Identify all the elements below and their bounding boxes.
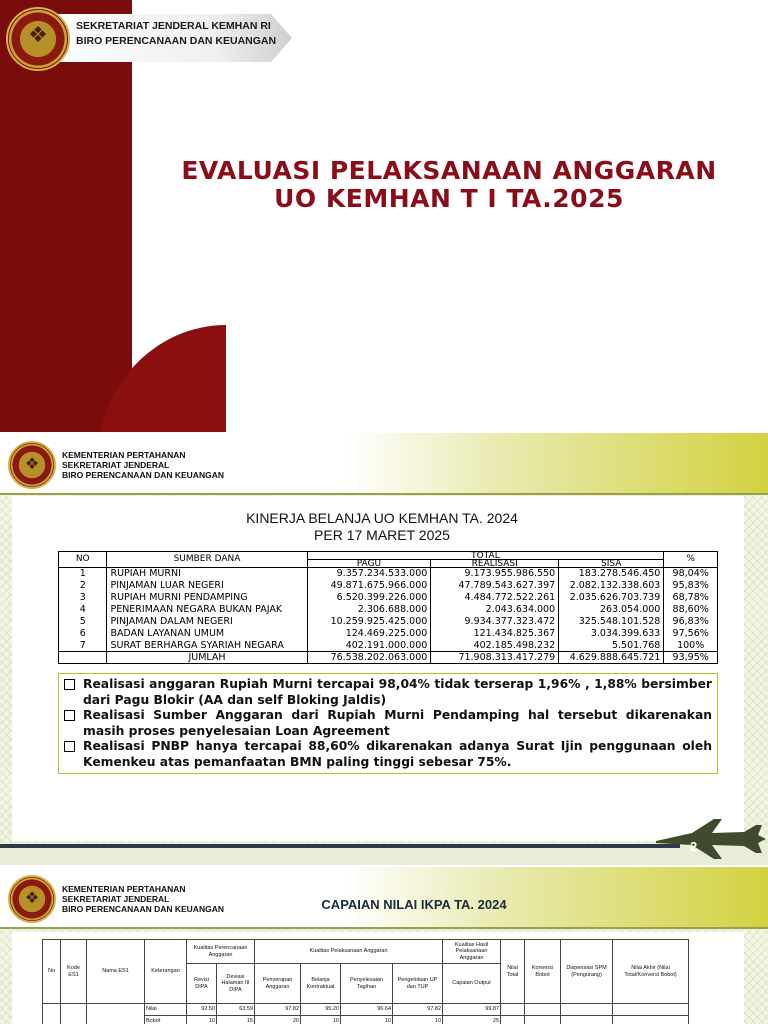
row-sisa: 5.501.768 [559, 640, 664, 652]
col-nilai-akhir: Nilai Akhir (Nilai Total/Konversi Bobot) [613, 940, 689, 1004]
row-no: 5 [59, 616, 107, 628]
slide-header [0, 433, 768, 495]
header-line-1: KEMENTERIAN PERTAHANAN [62, 884, 186, 894]
note-item [64, 739, 712, 770]
row-percent: 100% [664, 640, 718, 652]
row-no: 6 [59, 628, 107, 640]
content-card [12, 496, 744, 841]
row-no: 4 [59, 604, 107, 616]
col-no: No [43, 940, 61, 1004]
row-pagu: 49.871.675.966.000 [307, 580, 431, 592]
sub-header: Belanja Kontraktual [301, 964, 341, 1004]
row-pagu: 402.191.000.000 [307, 640, 431, 652]
table-row [59, 592, 718, 604]
col-total: TOTAL [307, 552, 664, 560]
presentation-title [130, 157, 768, 213]
table-row [59, 628, 718, 640]
title-line-1: EVALUASI PELAKSANAAN ANGGARAN [181, 156, 717, 185]
row-percent: 68,78% [664, 592, 718, 604]
header-line-3: BIRO PERENCANAAN DAN KEUANGAN [62, 470, 224, 480]
cell-value: 20 [255, 1016, 301, 1024]
note-item [64, 677, 712, 708]
note-text: Realisasi Sumber Anggaran dari Rupiah Murni Pendamping hal tersebut dikarenakan masih proses penyelesaian Loan Agreement [83, 708, 712, 738]
cell-value: 10 [393, 1016, 443, 1024]
row-source: PINJAMAN DALAM NEGERI [107, 616, 307, 628]
cell-value: 97.82 [255, 1004, 301, 1016]
header-line-3: BIRO PERENCANAAN DAN KEUANGAN [62, 904, 224, 914]
ikpa-table [42, 939, 689, 1024]
table-row [59, 616, 718, 628]
row-percent: 96,83% [664, 616, 718, 628]
total-pagu: 76.538.202.063.000 [307, 652, 431, 664]
footer-line [0, 844, 680, 848]
row-source: PINJAMAN LUAR NEGERI [107, 580, 307, 592]
col-keterangan: Keterangan [145, 940, 187, 1004]
col-kualitas-pelaksanaan: Kualitas Pelaksanaan Anggaran [255, 940, 443, 964]
table-row [59, 580, 718, 592]
row-label: Bobot [145, 1016, 187, 1024]
budget-table [58, 551, 718, 664]
slide-title: CAPAIAN NILAI IKPA TA. 2024 [321, 897, 507, 912]
cell-value: 92.50 [187, 1004, 217, 1016]
checkbox-bullet-icon [64, 710, 75, 721]
row-no: 3 [59, 592, 107, 604]
sub-header: Penyelesaian Tagihan [341, 964, 393, 1004]
cell-value: 25 [443, 1016, 501, 1024]
row-sisa: 2.035.626.703.739 [559, 592, 664, 604]
cell-value: 15 [217, 1016, 255, 1024]
row-sisa: 183.278.546.450 [559, 568, 664, 580]
row-label: Nilai [145, 1004, 187, 1016]
cell-value: 95.20 [301, 1004, 341, 1016]
total-realisasi: 71.908.313.417.279 [431, 652, 559, 664]
row-realisasi: 402.185.498.232 [431, 640, 559, 652]
note-text: Realisasi anggaran Rupiah Murni tercapai 98,04% tidak terserap 1,96% , 1,88% bersimber dari Pagu Blokir (AA dan self Bloking Jaldis) [83, 677, 712, 707]
cell-value: 63.59 [217, 1004, 255, 1016]
slide-title [0, 0, 768, 432]
banner-text [76, 19, 276, 49]
col-nama: Nama ES1 [87, 940, 145, 1004]
row-source: PENERIMAAN NEGARA BUKAN PAJAK [107, 604, 307, 616]
row-no: 1 [59, 568, 107, 580]
total-percent: 93,95% [664, 652, 718, 664]
header-line-1: KEMENTERIAN PERTAHANAN [62, 450, 186, 460]
fighter-jet-icon [652, 813, 768, 863]
col-no: NO [59, 552, 107, 568]
col-dispensasi: Dispensasi SPM (Pengurang) [561, 940, 613, 1004]
notes-box [58, 673, 718, 774]
row-pagu: 6.520.399.226.000 [307, 592, 431, 604]
col-kode: Kode ES1 [61, 940, 87, 1004]
sub-header: Revisi DIPA [187, 964, 217, 1004]
row-realisasi: 9.173.955.986.550 [431, 568, 559, 580]
row-source: RUPIAH MURNI PENDAMPING [107, 592, 307, 604]
row-pagu: 2.306.688.000 [307, 604, 431, 616]
row-pagu: 9.357.234.533.000 [307, 568, 431, 580]
slide-title [12, 510, 752, 544]
cell-value: 96.64 [341, 1004, 393, 1016]
col-konversi-bobot: Konversi Bobot [525, 940, 561, 1004]
table-row [59, 640, 718, 652]
total-sisa: 4.629.888.645.721 [559, 652, 664, 664]
note-item [64, 708, 712, 739]
total-label: JUMLAH [107, 652, 307, 664]
row-no: 7 [59, 640, 107, 652]
banner-line-1: SEKRETARIAT JENDERAL KEMHAN RI [76, 20, 271, 32]
row-no: 2 [59, 580, 107, 592]
col-kualitas-perencanaan: Kualitas Perencanaan Anggaran [187, 940, 255, 964]
row-sisa: 325.548.101.528 [559, 616, 664, 628]
row-sisa: 263.054.000 [559, 604, 664, 616]
title-line-2: UO KEMHAN T I TA.2025 [274, 184, 624, 213]
kemhan-emblem-icon: ❖ [8, 441, 56, 489]
col-realisasi: REALISASI [431, 560, 559, 568]
table-row [59, 604, 718, 616]
col-sisa: SISA [559, 560, 664, 568]
row-pagu: 10.259.925.425.000 [307, 616, 431, 628]
col-nilai-total: Nilai Total [501, 940, 525, 1004]
row-source: RUPIAH MURNI [107, 568, 307, 580]
row-source: SURAT BERHARGA SYARIAH NEGARA [107, 640, 307, 652]
sub-header: Penyerapan Anggaran [255, 964, 301, 1004]
row-realisasi: 9.934.377.323.472 [431, 616, 559, 628]
row-realisasi: 121.434.825.367 [431, 628, 559, 640]
row-source: BADAN LAYANAN UMUM [107, 628, 307, 640]
row-realisasi: 2.043.634.000 [431, 604, 559, 616]
table-row [43, 1004, 689, 1016]
checkbox-bullet-icon [64, 741, 75, 752]
slide-kinerja-belanja [0, 433, 768, 865]
col-sumber-dana: SUMBER DANA [107, 552, 307, 568]
header-text [62, 884, 224, 914]
row-percent: 88,60% [664, 604, 718, 616]
checkbox-bullet-icon [64, 679, 75, 690]
header-text [62, 450, 224, 480]
sub-header: Capaian Output [443, 964, 501, 1004]
cell-value: 99.87 [443, 1004, 501, 1016]
cell-value: 10 [341, 1016, 393, 1024]
cell-value: 10 [187, 1016, 217, 1024]
sub-header: Deviasi Halaman III DIPA [217, 964, 255, 1004]
row-sisa: 2.082.132.338.603 [559, 580, 664, 592]
row-percent: 98,04% [664, 568, 718, 580]
total-row [59, 652, 718, 664]
col-percent: % [664, 552, 718, 568]
table-row [59, 568, 718, 580]
page-number: 2 [690, 839, 698, 854]
row-sisa: 3.034.399.633 [559, 628, 664, 640]
header-line-2: SEKRETARIAT JENDERAL [62, 460, 170, 470]
note-text: Realisasi PNBP hanya tercapai 88,60% dikarenakan adanya Surat Ijin penggunaan oleh Kemenkeu atas pemanfaatan BMN paling tinggi sebesar 75%. [83, 739, 712, 769]
sub-header: Pengelolaan UP dan TUP [393, 964, 443, 1004]
col-pagu: PAGU [307, 560, 431, 568]
row-pagu: 124.469.225.000 [307, 628, 431, 640]
row-percent: 95,83% [664, 580, 718, 592]
header-line-2: SEKRETARIAT JENDERAL [62, 894, 170, 904]
row-realisasi: 47.789.543.627.397 [431, 580, 559, 592]
title-line-1: KINERJA BELANJA UO KEMHAN TA. 2024 [246, 510, 518, 526]
row-percent: 97,56% [664, 628, 718, 640]
title-line-2: PER 17 MARET 2025 [314, 527, 450, 543]
cell-value: 10 [301, 1016, 341, 1024]
slide-ikpa [0, 867, 768, 1024]
kemhan-emblem-icon: ❖ [8, 875, 56, 923]
banner-line-2: BIRO PERENCANAAN DAN KEUANGAN [76, 35, 277, 47]
col-kualitas-hasil: Kualitas Hasil Pelaksanaan Anggaran [443, 940, 501, 964]
cell-value: 97.82 [393, 1004, 443, 1016]
row-realisasi: 4.484.772.522.261 [431, 592, 559, 604]
kemhan-emblem-icon: ❖ [6, 7, 70, 71]
